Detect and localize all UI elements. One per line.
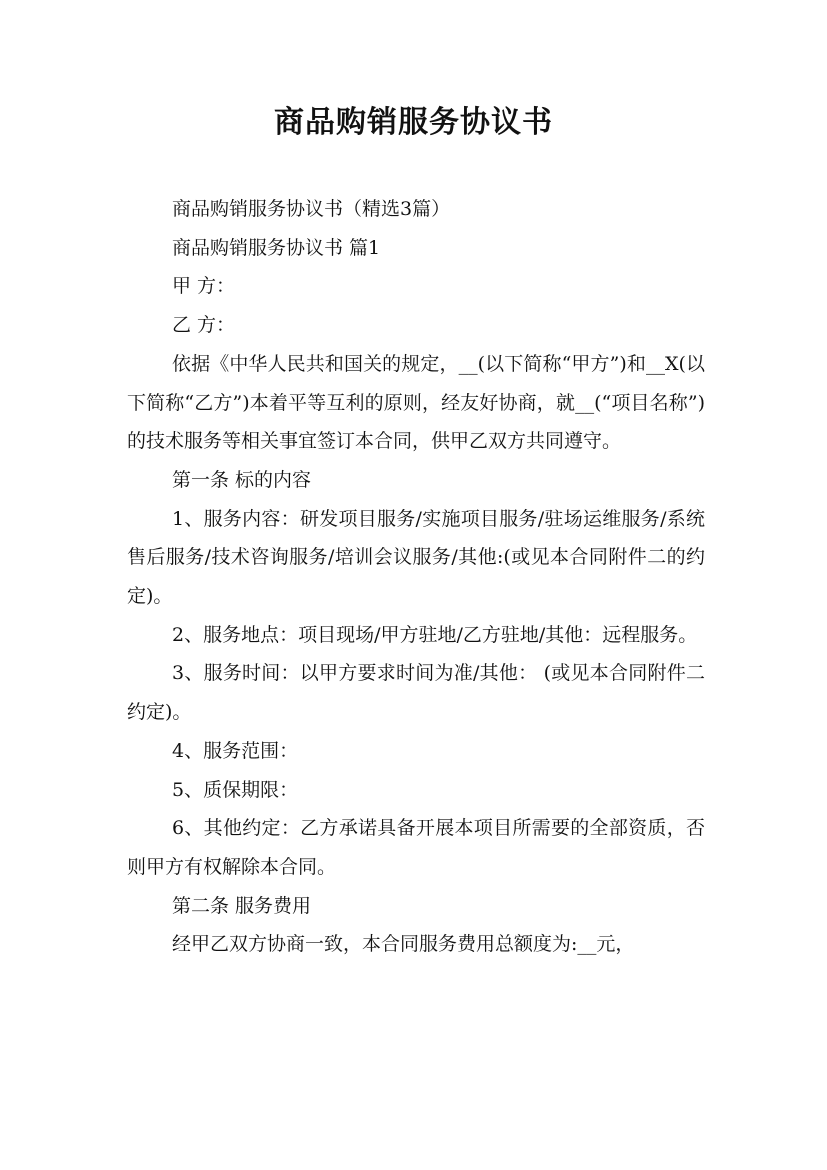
document-body bbox=[127, 190, 705, 964]
paragraph-article-2-heading: 第二条 服务费用 bbox=[172, 894, 312, 917]
paragraph-clause-1: 1、服务内容：研发项目服务/实施项目服务/驻场运维服务/系统售后服务/技术咨询服务/培训会议服务/其他:(或见本合同附件二的约定)。 bbox=[127, 507, 705, 608]
paragraph-subtitle: 商品购销服务协议书（精选3篇） bbox=[172, 198, 451, 220]
paragraph-article-1-heading: 第一条 标的内容 bbox=[172, 468, 312, 491]
paragraph-clause-6: 6、其他约定：乙方承诺具备开展本项目所需要的全部资质，否则甲方有权解除本合同。 bbox=[127, 817, 705, 878]
paragraph-section-heading: 商品购销服务协议书 篇1 bbox=[172, 236, 381, 259]
paragraph-clause-2: 2、服务地点：项目现场/甲方驻地/乙方驻地/其他：远程服务。 bbox=[172, 623, 698, 646]
paragraph-party-a: 甲 方： bbox=[172, 275, 236, 298]
paragraph-clause-3: 3、服务时间：以甲方要求时间为准/其他： (或见本合同附件二约定)。 bbox=[127, 662, 705, 724]
paragraph-clause-5: 5、质保期限： bbox=[172, 778, 299, 801]
paragraph-party-b: 乙 方： bbox=[172, 314, 236, 337]
paragraph-fee-clause: 经甲乙双方协商一致，本合同服务费用总额度为:__元， bbox=[172, 933, 635, 956]
paragraph-preamble: 依据《中华人民共和国关的规定，__(以下简称“甲方”)和__X(以下简称“乙方”)本着平等互利的原则，经友好协商，就__(“项目名称”)的技术服务等相关事宜签订本合同，供甲乙双方共同遵守。 bbox=[127, 352, 705, 453]
paragraph-clause-4: 4、服务范围： bbox=[172, 739, 299, 762]
document-title: 商品购销服务协议书 bbox=[274, 105, 553, 140]
